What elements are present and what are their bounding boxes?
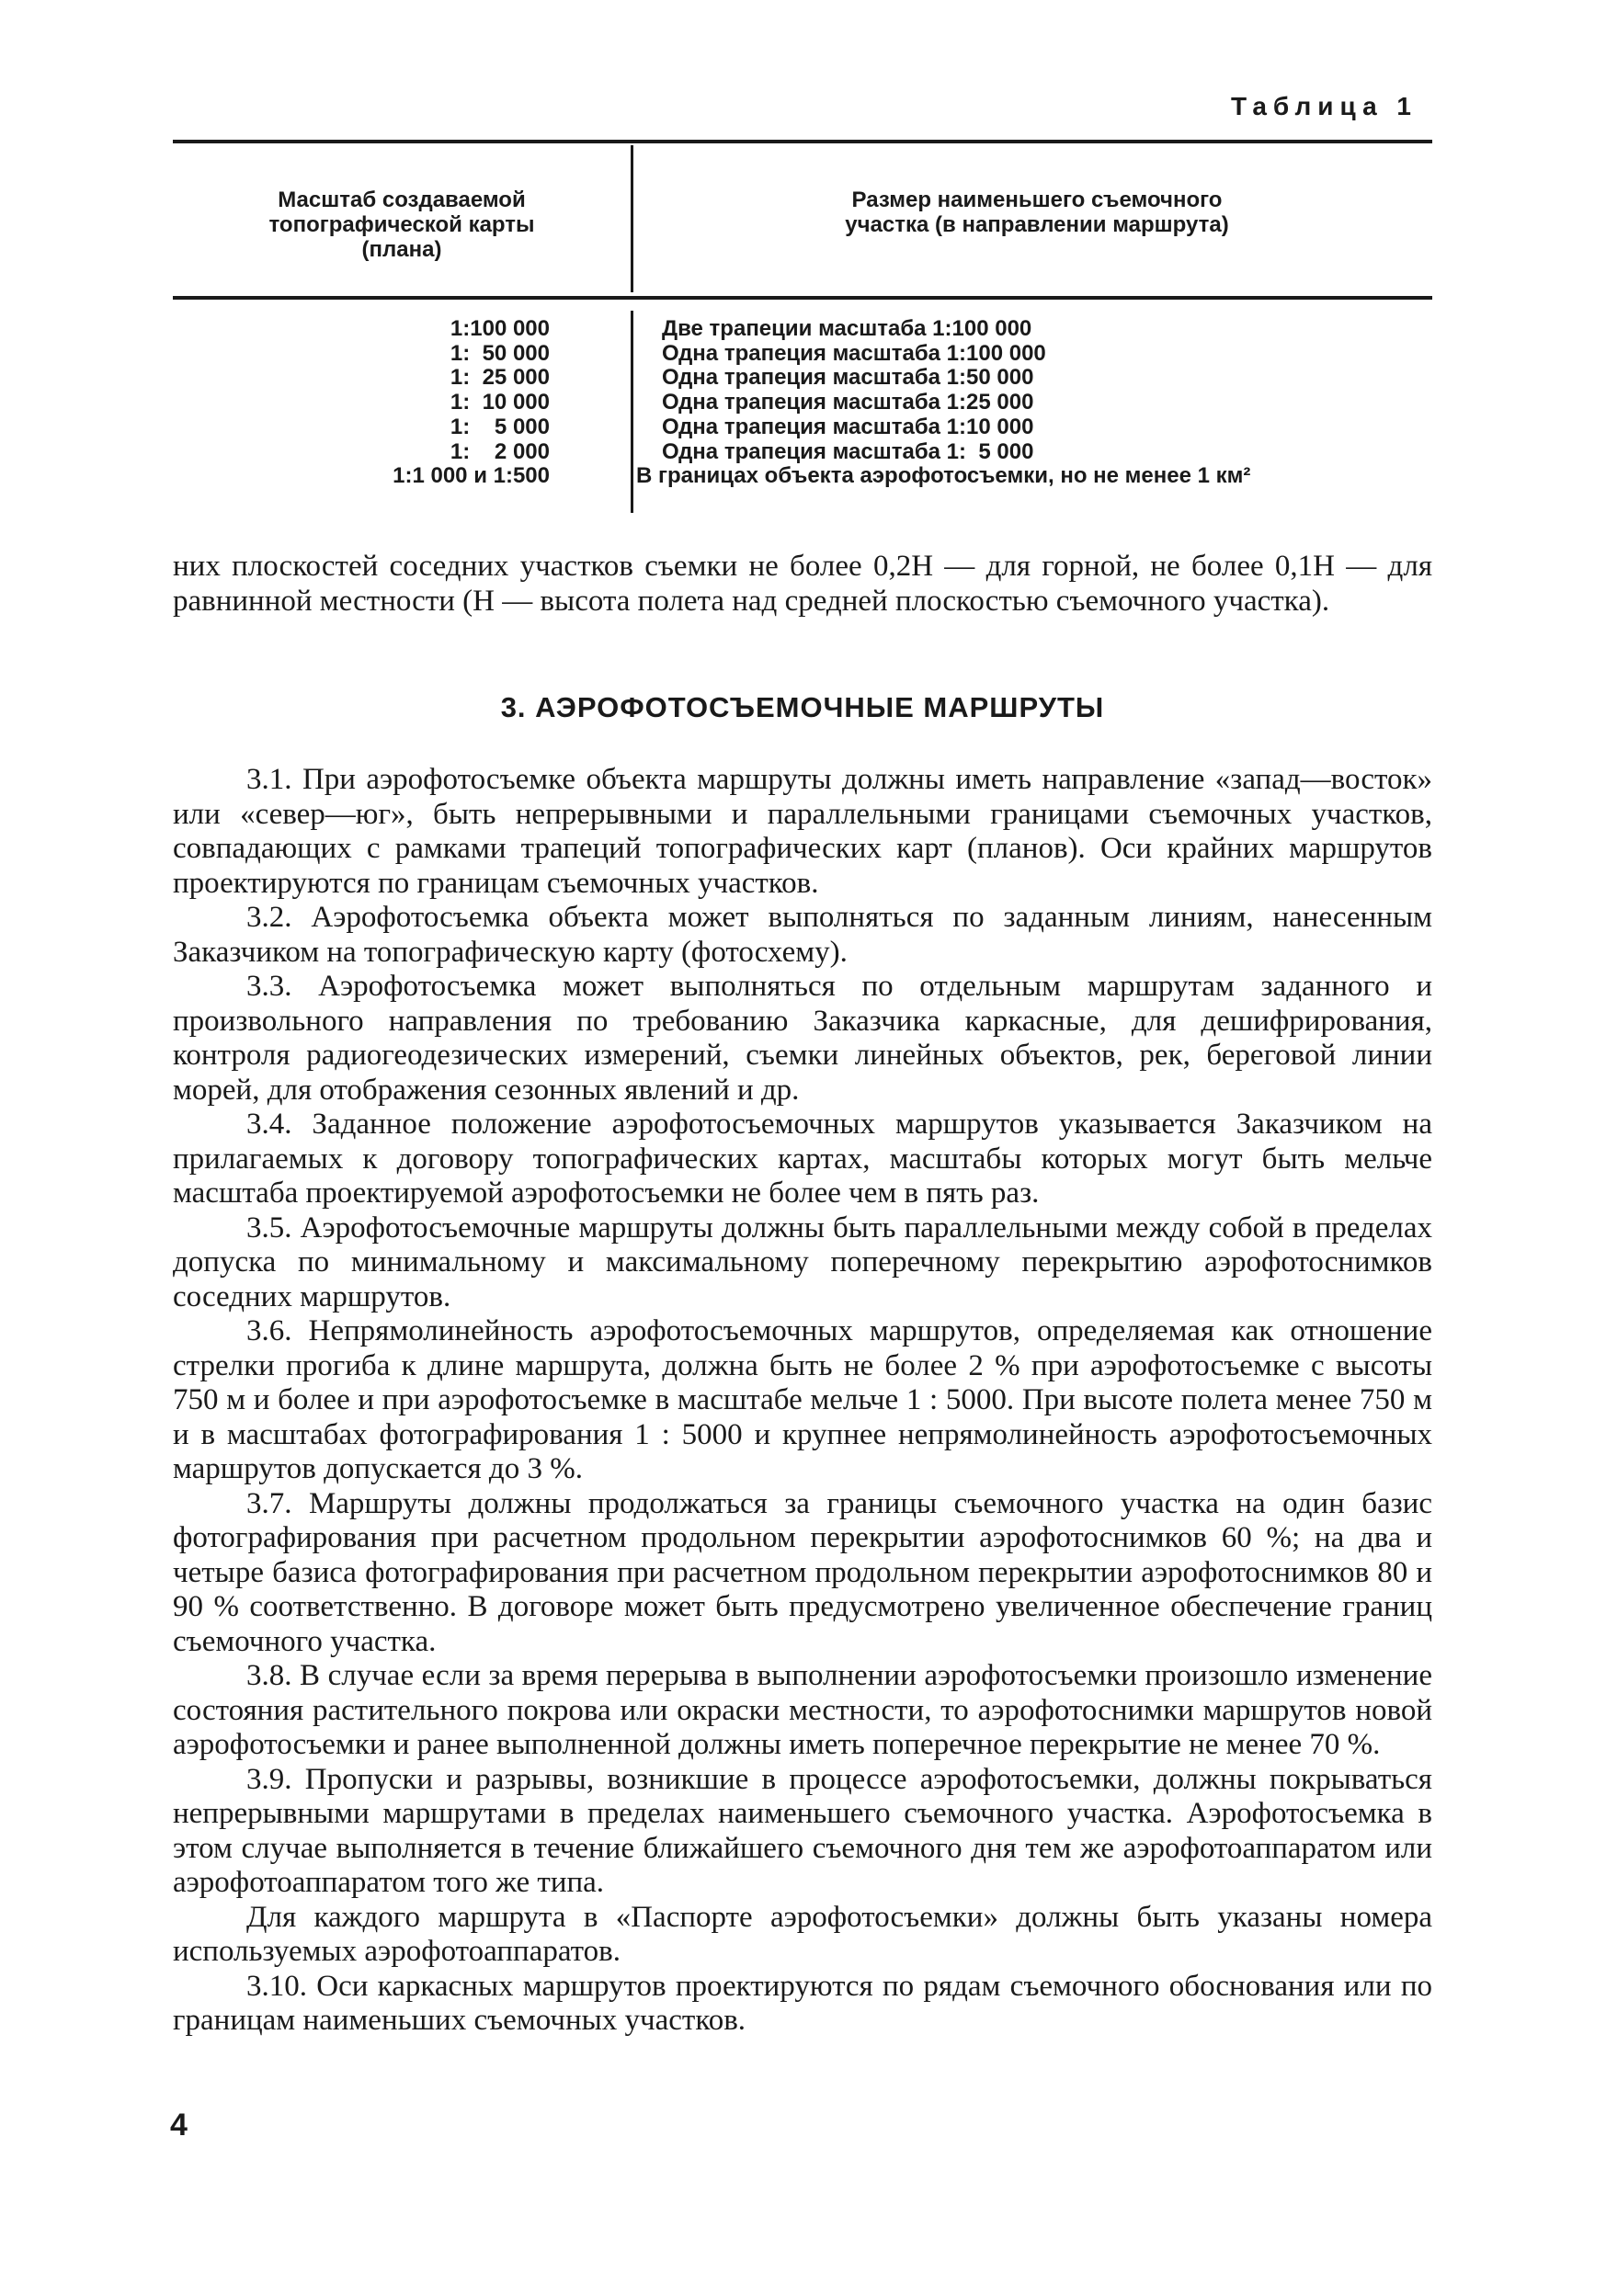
table-header-divider bbox=[631, 145, 633, 292]
paragraph-3-8: 3.8. В случае если за время перерыва в выполнении аэрофотосъемки произошло изменение состояния растительного покрова или окраски местности, то аэрофотоснимки маршрутов новой аэрофотосъемки и ранее выполненной должны иметь поперечное перекрытие не менее 70 %. bbox=[173, 1659, 1432, 1761]
table-header-rule bbox=[173, 296, 1432, 300]
section-body bbox=[173, 763, 1432, 2039]
table-cell-size: Одна трапеция масштаба 1:25 000 bbox=[662, 390, 1034, 415]
paragraph-3-2: 3.2. Аэрофотосъемка объекта может выполняться по заданным линиям, нанесенным Заказчиком на топографическую карту (фотосхему). bbox=[173, 901, 1432, 969]
table-cell-scale: 1: 2 000 bbox=[450, 438, 550, 464]
table-header-area-size: Размер наименьшего съемочного участка (в направлении маршрута) bbox=[845, 188, 1229, 237]
scale-table bbox=[173, 140, 1432, 517]
table-cell-size: Одна трапеция масштаба 1:10 000 bbox=[662, 414, 1034, 439]
table-cell-scale: 1: 10 000 bbox=[450, 390, 550, 415]
paragraph-3-9: 3.9. Пропуски и разрывы, возникшие в процессе аэрофотосъемки, должны покрываться непрерывными маршрутами в пределах наименьшего съемочного участка. Аэрофотосъемка в этом случае выполняется в течение ближайшего съемочного дня тем же аэрофотоаппаратом или аэрофотоаппаратом того же типа. bbox=[173, 1762, 1432, 1899]
table-scale-column bbox=[173, 317, 550, 489]
table-cell-size: Одна трапеция масштаба 1:100 000 bbox=[662, 340, 1046, 366]
section-title: 3. АЭРОФОТОСЪЕМОЧНЫЕ МАРШРУТЫ bbox=[500, 691, 1105, 723]
paragraph-3-3: 3.3. Аэрофотосъемка может выполняться по отдельным маршрутам заданного и произвольного направления по требованию Заказчика каркасные, для дешифрирования, контроля радиогеодезических измерений, съемки линейных объектов, рек, береговой линии морей, для отображения сезонных явлений и др. bbox=[173, 970, 1432, 1107]
continuation-paragraph: них плоскостей соседних участков съемки не более 0,2H — для горной, не более 0,1H — для равнинной местности (H — высота полета над средней плоскостью съемочного участка). bbox=[173, 550, 1432, 618]
paragraph-3-1: 3.1. При аэрофотосъемке объекта маршруты должны иметь направление «запад—восток» или «север—юг», быть непрерывными и параллельными границами съемочных участков, совпадающих с рамками трапеций топографических карт (планов). Оси крайних маршрутов проектируются по границам съемочных участков. bbox=[173, 763, 1432, 900]
continuation-text bbox=[173, 550, 1432, 619]
paragraph-3-7: 3.7. Маршруты должны продолжаться за границы съемочного участка на один базис фотографирования при расчетном продольном перекрытии аэрофотоснимков 60 %; на два и четыре базиса фотографирования при расчетном продольном перекрытии аэрофотоснимков 80 и 90 % соответственно. В договоре может быть предусмотрено увеличенное обеспечение границ съемочного участка. bbox=[173, 1486, 1432, 1658]
table-body-divider bbox=[631, 311, 633, 513]
page-number: 4 bbox=[170, 2108, 188, 2143]
table-cell-scale: 1: 5 000 bbox=[450, 414, 550, 439]
paragraph-3-6: 3.6. Непрямолинейность аэрофотосъемочных маршрутов, определяемая как отношение стрелки прогиба к длине маршрута, должна быть не более 2 % при аэрофотосъемке с высоты 750 м и более и при аэрофотосъемке в масштабе мельче 1 : 5000. При высоте полета менее 750 м и в масштабах фотографирования 1 : 5000 и крупнее непрямолинейность аэрофотосъемочных маршрутов допускается до 3 %. bbox=[173, 1314, 1432, 1485]
table-cell-size: Одна трапеция масштаба 1: 5 000 bbox=[662, 438, 1034, 464]
table-header-scale: Масштаб создаваемой топографической карты (плана) bbox=[268, 188, 535, 262]
table-cell-size: Одна трапеция масштаба 1:50 000 bbox=[662, 365, 1034, 391]
paragraph-3-4: 3.4. Заданное положение аэрофотосъемочных маршрутов указывается Заказчиком на прилагаемых к договору топографических картах, масштабы которых могут быть мельче масштаба проектируемой аэрофотосъемки не более чем в пять раз. bbox=[173, 1108, 1432, 1210]
table-cell-scale: 1:1 000 и 1:500 bbox=[393, 463, 550, 489]
table-cell-size: Две трапеции масштаба 1:100 000 bbox=[662, 316, 1032, 341]
table-cell-scale: 1: 50 000 bbox=[450, 340, 550, 366]
paragraph-passport: Для каждого маршрута в «Паспорте аэрофотосъемки» должны быть указаны номера используемых аэрофотоаппаратов. bbox=[173, 1900, 1432, 1968]
table-size-column bbox=[636, 316, 1452, 489]
paragraph-3-5: 3.5. Аэрофотосъемочные маршруты должны быть параллельными между собой в пределах допуска по минимальному и максимальному поперечному перекрытию аэрофотоснимков соседних маршрутов. bbox=[173, 1211, 1432, 1313]
table-cell-scale: 1: 25 000 bbox=[450, 365, 550, 391]
table-cell-size: В границах объекта аэрофотосъемки, но не менее 1 км² bbox=[636, 463, 1251, 489]
paragraph-3-10: 3.10. Оси каркасных маршрутов проектируются по рядам съемочного обоснования или по границам наименьших съемочных участков. bbox=[173, 1969, 1432, 2037]
table-label: Таблица 1 bbox=[1230, 92, 1418, 120]
table-top-rule bbox=[173, 140, 1432, 143]
table-cell-scale: 1:100 000 bbox=[450, 316, 550, 341]
